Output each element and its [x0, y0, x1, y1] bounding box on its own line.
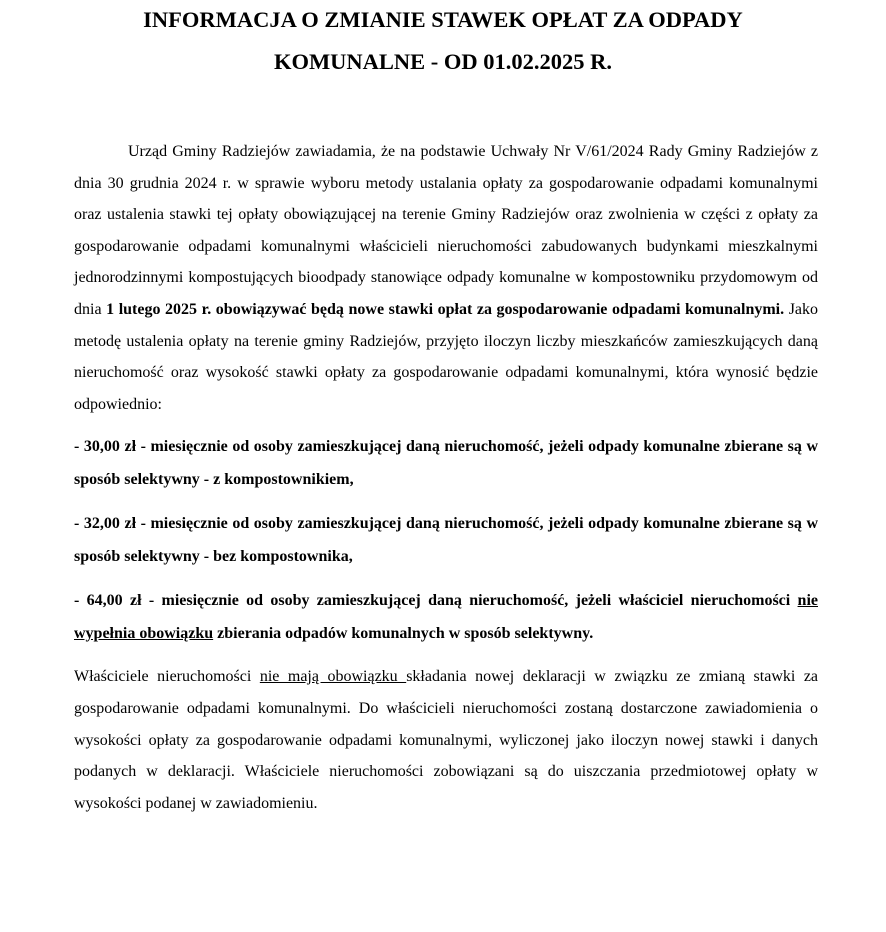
intro-text-part-1: Urząd Gminy Radziejów zawiadamia, że na podstawie Uchwały Nr V/61/2024 Rady Gminy Radziejów z dnia 30 grudnia 2024 r. w sprawie wyboru metody ustalania opłaty za gospodarowanie odpadami komunalnymi oraz ustalenia stawki tej opłaty obowiązującej na terenie Gminy Radziejów oraz zwolnienia w części z opłaty za gospodarowanie odpadami komunalnymi właścicieli nieruchomości zabudowanych budynkami mieszkalnymi jednorodzinnymi kompostujących bioodpady stanowiące odpady komunalne w kompostowniku przydomowym od dnia — [74, 143, 818, 318]
rate-item-2: - 32,00 zł - miesięcznie od osoby zamieszkującej daną nieruchomość, jeżeli odpady komunalne zbierane są w sposób selektywny - bez kompostownika, — [74, 515, 818, 566]
document-title-line-2: KOMUNALNE - OD 01.02.2025 R. — [273, 49, 613, 74]
closing-underlined: nie mają obowiązku — [259, 668, 407, 686]
rate-item-3-underlined: nie wypełnia obowiązku — [74, 592, 818, 643]
document-body — [74, 136, 818, 819]
rate-item-3-text-after: zbierania odpadów komunalnych w sposób selektywny. — [213, 625, 594, 643]
rate-item-3 — [74, 584, 818, 650]
closing-text-before: Właściciele nieruchomości — [74, 668, 260, 686]
closing-text-after: składania nowej deklaracji w związku ze zmianą stawki za gospodarowanie odpadami komunalnymi. Do właścicieli nieruchomości zostaną dostarczone zawiadomienia o wysokości opłaty za gospodarowanie odpadami komunalnymi, wyliczonej jako iloczyn nowej stawki i danych podanych w deklaracji. Właściciele nieruchomości zobowiązani są do uiszczania przedmiotowej opłaty w wysokości podanej w zawiadomieniu. — [74, 668, 819, 812]
intro-bold-text: 1 lutego 2025 r. obowiązywać będą nowe stawki opłat za gospodarowanie odpadami komunalnymi. — [106, 300, 785, 318]
rate-item-1: - 30,00 zł - miesięcznie od osoby zamieszkującej daną nieruchomość, jeżeli odpady komunalne zbierane są w sposób selektywny - z kompostownikiem, — [74, 438, 818, 489]
intro-text-part-2: Jako metodę ustalenia opłaty na terenie gminy Radziejów, przyjęto iloczyn liczby mieszkańców zamieszkujących daną nieruchomość oraz wysokość stawki opłaty za gospodarowanie odpadami komunalnymi, która wynosić będzie odpowiednio: — [74, 300, 819, 413]
document-title-line-1: INFORMACJA O ZMIANIE STAWEK OPŁAT ZA ODPADY — [143, 7, 743, 32]
intro-paragraph — [74, 136, 818, 420]
rate-item-3-text-before: - 64,00 zł - miesięcznie od osoby zamieszkującej daną nieruchomość, jeżeli właściciel nieruchomości — [74, 592, 798, 610]
closing-paragraph — [74, 661, 818, 819]
